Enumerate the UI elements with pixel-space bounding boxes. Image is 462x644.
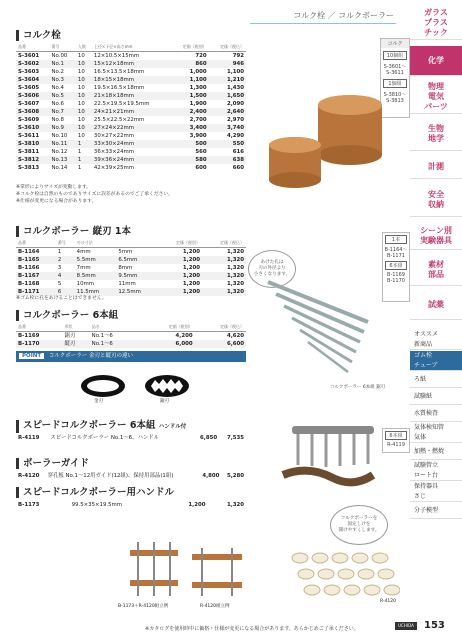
borer-table bbox=[16, 239, 246, 296]
table-cell: B-1165 bbox=[16, 256, 56, 264]
header-cell: 定価（税込） bbox=[202, 239, 246, 248]
speed-title: スピードコルクボーラー 6本組 bbox=[23, 420, 156, 431]
side-tab-1[interactable]: 化学 bbox=[410, 46, 462, 76]
borer-section-title: コルクボーラー 縦刃 1本 bbox=[16, 226, 131, 237]
cork-section-title: コルク栓 bbox=[16, 30, 61, 41]
table-cell: No.14 bbox=[51, 165, 68, 171]
table-cell: 10mm bbox=[76, 281, 95, 287]
cork-card-pack2: 1個組 bbox=[383, 79, 407, 88]
table-cell: 30×27×22mm bbox=[93, 133, 135, 139]
side-tab-6[interactable]: シーン別 実験器具 bbox=[410, 222, 462, 250]
table-cell: 500 bbox=[171, 140, 208, 148]
table-cell: 10 bbox=[77, 85, 85, 91]
table-cell: No.2 bbox=[51, 69, 64, 75]
table-cell: 1,200 bbox=[158, 288, 202, 296]
table-cell: 550 bbox=[209, 140, 246, 148]
handle-table bbox=[16, 501, 246, 509]
table-cell: 1,200 bbox=[182, 249, 200, 255]
guide-disk bbox=[312, 553, 328, 563]
table-cell: 1,650 bbox=[209, 92, 246, 100]
header-cell: 番号 bbox=[50, 43, 76, 52]
table-cell: No.6 bbox=[51, 101, 64, 107]
assembly-caption-right: R-4120組立例 bbox=[200, 604, 230, 609]
table-cell: 8mm bbox=[118, 265, 133, 271]
table-row bbox=[16, 280, 246, 288]
cork-notes bbox=[16, 184, 173, 205]
table-cell: No.10 bbox=[51, 133, 68, 139]
header-cell: 定価（税別） bbox=[143, 323, 194, 332]
guide-section-title: ボーラーガイド bbox=[16, 458, 89, 469]
table-row bbox=[16, 60, 246, 68]
table-header bbox=[16, 43, 246, 52]
table-header bbox=[16, 323, 246, 332]
table-cell: 638 bbox=[209, 156, 246, 164]
table-cell: S-3811 bbox=[18, 149, 40, 155]
table-row bbox=[16, 92, 246, 100]
table-cell: No.1～6 bbox=[91, 333, 113, 339]
table-cell: R-4119 bbox=[18, 435, 40, 441]
table-cell: 5.5mm bbox=[75, 256, 117, 264]
guide-disk bbox=[352, 553, 368, 563]
table-cell: 1,210 bbox=[209, 76, 246, 84]
table-cell: 2 bbox=[56, 256, 75, 264]
table-cell: 15×12×18mm bbox=[92, 60, 171, 68]
table-row bbox=[16, 340, 246, 348]
table-row bbox=[16, 501, 246, 509]
table-cell: 1 bbox=[77, 149, 82, 155]
table-cell: 12.5mm bbox=[116, 288, 158, 296]
side-list-item-9[interactable]: 分子模型 bbox=[410, 503, 462, 519]
guide-disk bbox=[344, 585, 360, 595]
table-cell: 25.5×22.5×22mm bbox=[93, 117, 145, 123]
table-cell: 616 bbox=[232, 149, 244, 155]
table-cell: No.12 bbox=[51, 149, 68, 155]
table-cell: S-3608 bbox=[16, 108, 50, 116]
table-cell: 1,100 bbox=[226, 69, 244, 75]
table-cell: S-3813 bbox=[18, 165, 40, 171]
table-cell: 720 bbox=[195, 53, 207, 59]
side-list-item-1[interactable]: ゴム栓 チューブ bbox=[410, 351, 462, 371]
table-row bbox=[16, 472, 246, 480]
table-cell: 穿孔板 No.1～12用ガイド(12組)、保持用部品(1組) bbox=[47, 473, 174, 479]
table-cell: 4,620 bbox=[226, 333, 244, 339]
side-list-item-7[interactable]: 試験管立 ロート台 bbox=[410, 461, 462, 481]
table-cell: 1,100 bbox=[171, 76, 208, 84]
table-cell: 1,320 bbox=[226, 249, 244, 255]
side-tab-2[interactable]: 物理 電気 パーツ bbox=[410, 80, 462, 114]
side-list-item-6[interactable]: 加熱・燃焼 bbox=[410, 444, 462, 460]
table-cell: S-3812 bbox=[16, 156, 50, 164]
header-cell: 品名 bbox=[90, 323, 136, 332]
table-cell: 42×39×25mm bbox=[93, 165, 135, 171]
table-cell: 5,280 bbox=[226, 473, 244, 479]
table-cell: 3,740 bbox=[209, 124, 246, 132]
table-cell: 10 bbox=[76, 92, 92, 100]
cork-card-pack1: 10個組 bbox=[383, 51, 407, 60]
footnote: ※カタログを使用時中に価格・仕様が変更になる場合があります。あらかじめご了承ください。 bbox=[145, 626, 359, 632]
table-cell: 1 bbox=[76, 156, 92, 164]
guide-disk bbox=[318, 569, 334, 579]
table-row bbox=[16, 108, 246, 116]
table-cell: S-3601 bbox=[18, 53, 40, 59]
table-row bbox=[16, 156, 246, 164]
table-cell: 11.5mm bbox=[75, 288, 117, 296]
speed-card-code: R-4119 bbox=[387, 442, 405, 448]
guide-disk bbox=[384, 585, 400, 595]
side-tab-5[interactable]: 安全 収納 bbox=[410, 183, 462, 217]
table-cell: S-3810 bbox=[16, 140, 50, 148]
table-cell: 1,500 bbox=[171, 92, 208, 100]
table-cell: 4,800 bbox=[202, 473, 220, 479]
borer6-table bbox=[16, 323, 246, 348]
blade-comparison-diagram bbox=[70, 368, 200, 408]
cork-card-code2: S-3810～ S-3813 bbox=[383, 92, 407, 104]
guide-disk bbox=[364, 585, 380, 595]
table-cell: 4,200 bbox=[175, 333, 193, 339]
table-cell: 11mm bbox=[118, 281, 136, 287]
table-cell: 21×18×18mm bbox=[92, 92, 171, 100]
point-tag: POINT bbox=[19, 353, 44, 359]
table-cell: No.3 bbox=[50, 76, 76, 84]
table-cell: 1,200 bbox=[182, 265, 200, 271]
header-cell: 品番 bbox=[16, 43, 50, 52]
table-cell: B-1170 bbox=[16, 340, 63, 348]
table-cell: R-4120 bbox=[18, 473, 40, 479]
side-tab-0[interactable]: ガラス プラス チック bbox=[410, 6, 462, 40]
side-list-item-8[interactable]: 保持器具 さじ bbox=[410, 482, 462, 502]
table-cell: 1 bbox=[76, 140, 92, 148]
table-cell: B-1167 bbox=[16, 272, 56, 280]
table-cell: 660 bbox=[232, 165, 244, 171]
borer-card-pack2: 6本組 bbox=[385, 261, 407, 270]
guide-disk bbox=[372, 553, 388, 563]
table-cell: 7,535 bbox=[226, 435, 244, 441]
table-cell: 6,600 bbox=[195, 340, 246, 348]
side-list-item-5[interactable]: 気体検知管 気体 bbox=[410, 423, 462, 443]
side-tabs bbox=[410, 0, 462, 644]
speed-borer-photo bbox=[278, 420, 382, 495]
table-cell: 2,640 bbox=[209, 108, 246, 116]
borer-spec-card bbox=[382, 232, 410, 302]
table-cell: 36×33×24mm bbox=[93, 149, 135, 155]
table-row bbox=[16, 132, 246, 140]
cork-note: ※仕様が変更になる場合があります。 bbox=[16, 199, 97, 204]
guide-disk bbox=[358, 569, 374, 579]
assembly-photos bbox=[110, 540, 250, 602]
table-cell: 10 bbox=[77, 53, 85, 59]
table-cell: 6 bbox=[56, 288, 75, 296]
table-cell: 3,900 bbox=[189, 133, 207, 139]
header-cell: 定価（税込） bbox=[209, 43, 246, 52]
side-tab-4[interactable]: 計測 bbox=[410, 155, 462, 179]
breadcrumb-divider bbox=[250, 23, 396, 24]
speed-card-pack: 6本組 bbox=[385, 431, 407, 440]
table-cell: 3,400 bbox=[171, 124, 208, 132]
table-cell: No.00 bbox=[51, 53, 68, 59]
guide-disk bbox=[378, 569, 394, 579]
table-row bbox=[16, 264, 246, 272]
table-cell: No.9 bbox=[50, 124, 76, 132]
table-cell: No.4 bbox=[51, 85, 64, 91]
table-cell: 10 bbox=[76, 108, 92, 116]
table-row bbox=[16, 140, 246, 148]
table-cell: S-3610 bbox=[16, 124, 50, 132]
table-row bbox=[16, 124, 246, 132]
borer-tube bbox=[268, 282, 368, 322]
cork-table bbox=[16, 43, 246, 172]
table-row bbox=[16, 434, 246, 442]
table-cell: B-1164 bbox=[18, 249, 40, 255]
table-cell: 6,000 bbox=[143, 340, 194, 348]
table-cell bbox=[62, 501, 69, 509]
table-cell: 600 bbox=[195, 165, 207, 171]
table-cell: B-1169 bbox=[18, 333, 40, 339]
side-tab-7[interactable]: 素材 部品 bbox=[410, 254, 462, 286]
table-cell: 1,320 bbox=[202, 256, 246, 264]
guide-photo-caption: R-4120 bbox=[380, 599, 397, 604]
assembly-caption-left: B-1173＋R-4120組立例 bbox=[118, 604, 169, 609]
borer-set-photo bbox=[258, 262, 383, 384]
table-cell: 1,320 bbox=[226, 265, 244, 271]
table-cell: 2,970 bbox=[226, 117, 244, 123]
borer-card-pack: 1本 bbox=[385, 235, 407, 244]
table-row bbox=[16, 68, 246, 76]
table-cell: 1 bbox=[77, 165, 82, 171]
table-cell: 22.5×19.5×19.5mm bbox=[93, 101, 150, 107]
table-row bbox=[16, 116, 246, 124]
table-cell: 560 bbox=[195, 149, 207, 155]
header-cell: 定価（税込） bbox=[195, 323, 246, 332]
table-row bbox=[16, 164, 246, 172]
guide-disk bbox=[292, 553, 308, 563]
side-list-item-0[interactable]: オススメ 新商品 bbox=[410, 330, 462, 350]
speed-title-suffix: ハンドル付 bbox=[158, 424, 187, 430]
table-cell: 946 bbox=[209, 60, 246, 68]
point-banner bbox=[16, 351, 246, 362]
table-cell: S-3604 bbox=[16, 76, 50, 84]
table-cell: 10 bbox=[77, 69, 85, 75]
header-cell: 番号 bbox=[56, 239, 75, 248]
table-cell: 4 bbox=[56, 272, 75, 280]
table-cell bbox=[136, 340, 143, 348]
table-cell: 1,000 bbox=[189, 69, 207, 75]
table-cell: 1,200 bbox=[182, 281, 200, 287]
table-cell: 2,090 bbox=[226, 101, 244, 107]
table-row bbox=[16, 52, 246, 61]
table-cell: 1,430 bbox=[226, 85, 244, 91]
table-cell: No.13 bbox=[50, 156, 76, 164]
table-cell: 19.5×16.5×18mm bbox=[93, 85, 145, 91]
table-cell: No.8 bbox=[51, 117, 64, 123]
table-cell: No.11 bbox=[50, 140, 76, 148]
guide-disk bbox=[338, 569, 354, 579]
header-cell: 刃の寸法 bbox=[75, 239, 117, 248]
table-cell: 1,320 bbox=[226, 502, 244, 508]
guide-disk bbox=[324, 585, 340, 595]
side-tab-8[interactable]: 試薬 bbox=[410, 290, 462, 320]
table-cell: 鋸刃 bbox=[64, 333, 76, 339]
borer-card-code1: B-1164～ B-1171 bbox=[384, 247, 408, 259]
table-cell: S-3607 bbox=[18, 101, 40, 107]
table-cell: 1 bbox=[57, 249, 62, 255]
header-cell: 品番 bbox=[16, 239, 56, 248]
table-cell: S-3606 bbox=[16, 92, 50, 100]
table-row bbox=[16, 76, 246, 84]
table-cell: B-1171 bbox=[16, 288, 56, 296]
guide-disk bbox=[332, 553, 348, 563]
table-cell: No.1 bbox=[50, 60, 76, 68]
table-cell: スピードコルクボーラー No.1～6、ハンドル bbox=[50, 435, 160, 441]
header-cell: 品番 bbox=[16, 323, 63, 332]
table-cell: 10 bbox=[77, 117, 85, 123]
header-cell: 定価（税別） bbox=[158, 239, 202, 248]
guide-disk bbox=[298, 569, 314, 579]
side-list-item-3[interactable]: 試験紙 bbox=[410, 389, 462, 405]
header-cell bbox=[136, 323, 143, 332]
guide-disk bbox=[304, 585, 320, 595]
label-saw-blade: 鋸刃 bbox=[160, 399, 169, 404]
header-cell: 入数 bbox=[76, 43, 92, 52]
table-cell: S-3603 bbox=[18, 69, 40, 75]
table-cell: 16.5×13.5×18mm bbox=[93, 69, 145, 75]
table-row bbox=[16, 272, 246, 280]
table-cell: No.1～6 bbox=[90, 340, 136, 348]
table-cell: 1,200 bbox=[158, 256, 202, 264]
header-cell: 定価（税別） bbox=[171, 43, 208, 52]
table-cell: 39×36×24mm bbox=[92, 156, 171, 164]
guide-bubble: コルクボーラーを 固定しけを 開けやすくします。 bbox=[330, 505, 388, 545]
table-cell: 縦刃 bbox=[63, 340, 90, 348]
table-cell bbox=[136, 332, 143, 341]
cork-photo bbox=[250, 60, 390, 200]
cork-card-label: コルク bbox=[381, 39, 409, 48]
table-cell: 24×21×21mm bbox=[92, 108, 171, 116]
table-cell: 792 bbox=[232, 53, 244, 59]
table-cell: B-1173 bbox=[18, 502, 40, 508]
speed-section-title bbox=[16, 420, 186, 433]
speed-table bbox=[16, 434, 246, 442]
table-row bbox=[16, 256, 246, 264]
table-cell: 2,400 bbox=[171, 108, 208, 116]
borer-note: ※ゴム栓に孔をあけることはできません。 bbox=[16, 296, 107, 301]
table-cell: 860 bbox=[171, 60, 208, 68]
table-cell: 27×24×22mm bbox=[92, 124, 171, 132]
table-row bbox=[16, 100, 246, 108]
table-cell: 10 bbox=[77, 133, 85, 139]
table-row bbox=[16, 84, 246, 92]
table-cell: 8.5mm bbox=[75, 272, 117, 280]
table-cell: 580 bbox=[171, 156, 208, 164]
table-cell: 3 bbox=[57, 265, 62, 271]
table-row bbox=[16, 332, 246, 341]
table-row bbox=[16, 248, 246, 257]
header-cell bbox=[116, 239, 158, 248]
side-list-item-4[interactable]: 水質検査 bbox=[410, 406, 462, 422]
table-cell: S-3609 bbox=[18, 117, 40, 123]
table-cell: 10 bbox=[76, 76, 92, 84]
table-row bbox=[16, 148, 246, 156]
table-cell: 10 bbox=[76, 124, 92, 132]
table-cell: 99.5×35×19.5mm bbox=[71, 502, 123, 508]
table-cell: 1,200 bbox=[188, 502, 206, 508]
page-number: 153 bbox=[424, 620, 445, 631]
table-cell: S-3611 bbox=[18, 133, 40, 139]
table-cell: 1,320 bbox=[202, 272, 246, 280]
table-cell: 18×15×18mm bbox=[92, 76, 171, 84]
table-cell: 12×10.5×15mm bbox=[93, 53, 140, 59]
table-cell: 4mm bbox=[76, 249, 91, 255]
table-cell: No.5 bbox=[50, 92, 76, 100]
table-cell: B-1168 bbox=[18, 281, 40, 287]
table-cell: No.7 bbox=[50, 108, 76, 116]
table-cell: 1,320 bbox=[226, 281, 244, 287]
table-cell: 6,850 bbox=[200, 435, 218, 441]
speed-spec-card bbox=[382, 428, 410, 453]
table-cell: 9.5mm bbox=[116, 272, 158, 280]
brand-logo: UCHIDA bbox=[395, 622, 417, 630]
guide-photo bbox=[260, 540, 400, 602]
borer-photo-caption: コルクボーラー 6本組 鋸刃 bbox=[330, 385, 386, 390]
table-cell: 4,290 bbox=[226, 133, 244, 139]
table-cell: 10 bbox=[76, 60, 92, 68]
table-cell: 10 bbox=[77, 101, 85, 107]
table-header bbox=[16, 239, 246, 248]
table-cell: 5mm bbox=[118, 249, 133, 255]
header-cell: 形状 bbox=[63, 323, 90, 332]
table-cell: S-3602 bbox=[16, 60, 50, 68]
guide-table bbox=[16, 472, 246, 480]
table-cell: B-1166 bbox=[18, 265, 40, 271]
table-cell: 33×30×24mm bbox=[92, 140, 171, 148]
table-cell: 2,700 bbox=[189, 117, 207, 123]
borer-bubble: あけた孔は 刃の外径より 小さくなります。 bbox=[248, 250, 296, 288]
point-text: コルクボーラー 金刃と縦刃の違い bbox=[48, 353, 133, 359]
table-cell: 1,200 bbox=[158, 272, 202, 280]
label-flat-blade: 金刃 bbox=[94, 399, 103, 404]
cork-note: ※掌形によりサイズが変動します。 bbox=[16, 185, 92, 190]
table-cell: 7mm bbox=[76, 265, 91, 271]
table-cell: S-3605 bbox=[18, 85, 40, 91]
table-cell: 1,900 bbox=[189, 101, 207, 107]
table-cell: 1,320 bbox=[202, 288, 246, 296]
table-cell: 1,300 bbox=[189, 85, 207, 91]
cork-card-code1: S-3601～ S-3611 bbox=[383, 64, 407, 76]
header-cell: 上径×下径×高さmm bbox=[92, 43, 171, 52]
borer-card-code2: B-1169 B-1170 bbox=[387, 272, 405, 284]
table-cell: 5 bbox=[57, 281, 62, 287]
handle-section-title: スピードコルクボーラー用ハンドル bbox=[16, 487, 174, 498]
borer6-section-title: コルクボーラー 6本組 bbox=[16, 310, 118, 321]
cork-note: ※コルク栓は自然のものでありサイズに誤差があるのでご了承ください。 bbox=[16, 192, 174, 197]
side-tab-3[interactable]: 生物 地学 bbox=[410, 117, 462, 151]
side-list-item-2[interactable]: ろ紙 bbox=[410, 372, 462, 388]
table-cell: 6.5mm bbox=[116, 256, 158, 264]
breadcrumb: コルク栓 ／ コルクボーラー bbox=[293, 11, 394, 20]
